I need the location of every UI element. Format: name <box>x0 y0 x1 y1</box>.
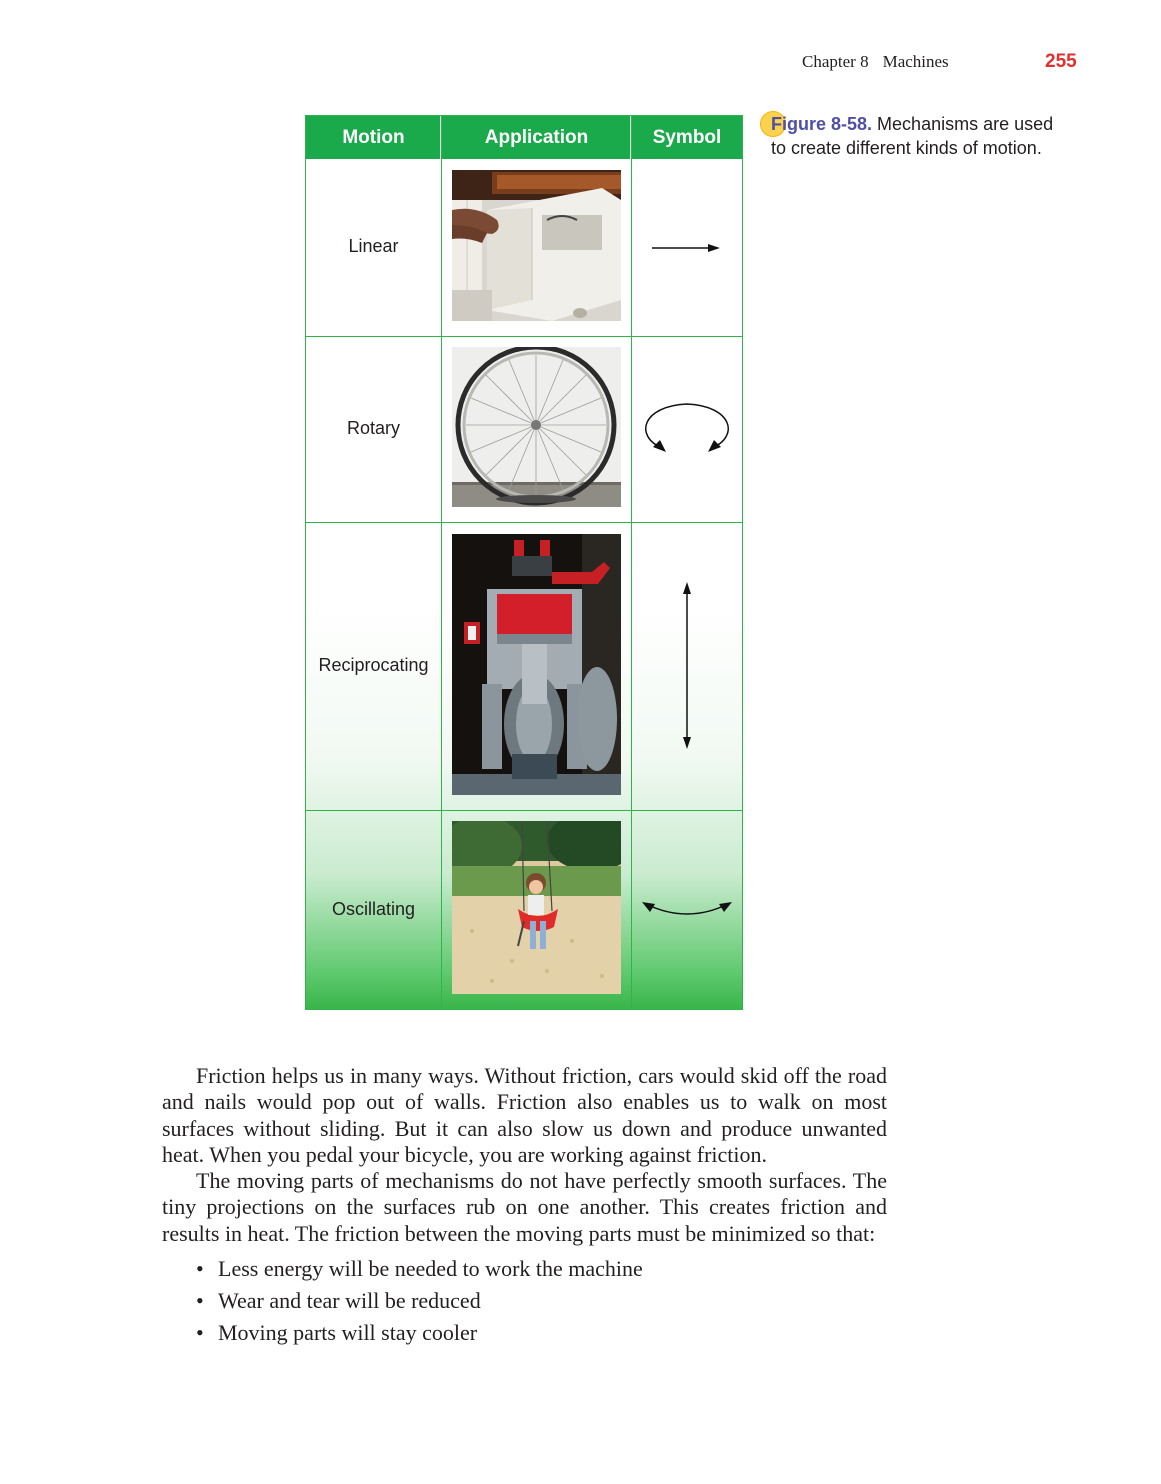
motion-label-oscillating: Oscillating <box>331 899 416 919</box>
bicycle-wheel-photo <box>452 347 621 507</box>
list-item-text: Moving parts will stay cooler <box>218 1320 478 1346</box>
header-application: Application <box>484 127 589 148</box>
caption-line-2: to create different kinds of motion. <box>771 138 1042 158</box>
caption-line-1: Mechanisms are used <box>877 114 1054 134</box>
straight-arrow-icon <box>632 226 742 271</box>
circular-arrow-icon <box>632 398 742 458</box>
child-on-swing-photo <box>452 821 621 994</box>
list-item <box>162 1253 887 1285</box>
double-vertical-arrow-icon <box>632 578 742 753</box>
figure-number: Figure 8-58. <box>771 114 873 134</box>
paragraph: Friction helps us in many ways. Without friction, cars would skid off the road and nails would pop out of walls. Friction also enables us to walk on most surfaces without sliding. But it can also slow us down and produce unwanted heat. When you pedal your bicycle, you are working against friction. <box>162 1063 887 1167</box>
motion-label-reciprocating: Reciprocating <box>318 655 429 675</box>
bullet-list <box>162 1253 887 1349</box>
figure-caption <box>760 112 1080 160</box>
bullet-icon: • <box>196 1256 204 1282</box>
paragraph: The moving parts of mechanisms do not have perfectly smooth surfaces. The tiny projections on the surfaces rub on one another. This creates friction and results in heat. The friction between the moving parts must be minimized so that: <box>162 1168 887 1246</box>
list-item-text: Less energy will be needed to work the machine <box>218 1256 643 1282</box>
table-header-row <box>306 116 742 159</box>
row-divider <box>306 336 742 337</box>
column-divider <box>441 116 442 1009</box>
chapter-number: Chapter 8 <box>802 52 869 71</box>
bullet-icon: • <box>196 1320 204 1346</box>
list-item <box>162 1317 887 1349</box>
body-text <box>162 1063 887 1349</box>
page-number: 255 <box>1045 51 1077 72</box>
arc-double-arrow-icon <box>632 896 742 926</box>
motion-table <box>305 115 743 1010</box>
engine-cutaway-photo <box>452 534 621 795</box>
row-divider <box>306 810 742 811</box>
motion-label-linear: Linear <box>348 236 399 256</box>
drawer-photo <box>452 170 621 321</box>
list-item-text: Wear and tear will be reduced <box>218 1288 481 1314</box>
running-head <box>802 52 949 72</box>
header-symbol: Symbol <box>652 127 722 148</box>
list-item <box>162 1285 887 1317</box>
chapter-title: Machines <box>882 52 949 71</box>
row-divider <box>306 522 742 523</box>
header-motion: Motion <box>342 127 405 148</box>
motion-label-rotary: Rotary <box>346 418 400 438</box>
bullet-icon: • <box>196 1288 204 1314</box>
